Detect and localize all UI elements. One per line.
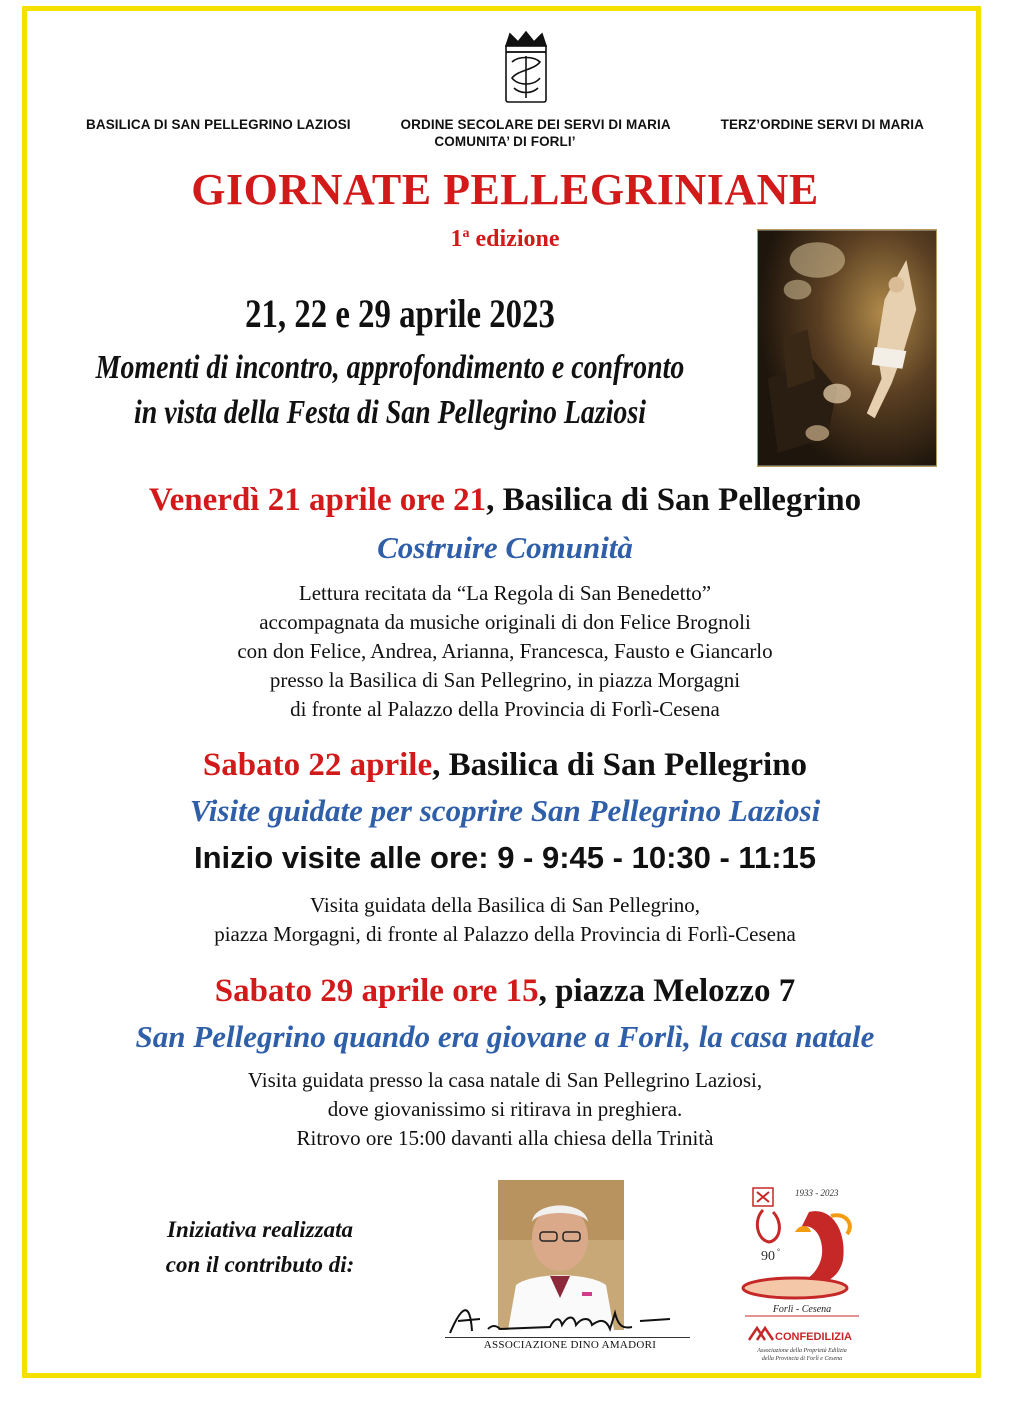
organizations-header	[80, 116, 930, 150]
crest-logo	[498, 28, 554, 108]
logo-ninety: 90	[761, 1249, 775, 1264]
svg-text:°: °	[777, 1247, 781, 1256]
event-3-theme: San Pellegrino quando era giovane a Forlì, la casa natale	[135, 1019, 875, 1054]
org-terz-ordine: TERZ’ORDINE SERVI DI MARIA	[720, 117, 924, 132]
event-1-theme: Costruire Comunità	[377, 530, 633, 565]
logo-caption-1: Associazione della Proprietà Edilizia	[757, 1348, 847, 1354]
logo-city: Forlì - Cesena	[772, 1304, 832, 1315]
subtitle: Momenti di incontro, approfondimento e confronto in vista della Festa di San Pellegrino Laziosi	[95, 349, 685, 431]
event-3-heading: Sabato 29 aprile ore 15, piazza Melozzo 7	[214, 973, 796, 1009]
religious-painting	[757, 229, 937, 467]
logo-caption-2: della Provincia di Forlì e Cesena	[761, 1356, 843, 1362]
confedilizia-90-logo	[735, 1180, 870, 1375]
event-1-description: Lettura recitata da “La Regola di San Benedetto” accompagnata da musiche originali di don Felice Brognoli con don Felice, Andrea, Arianna, Francesca, Fausto e Giancarlo presso la Basilica di San Pellegrino, in piazza Morgagni di fronte al Palazzo della Provincia di Forlì-Cesena	[237, 581, 773, 721]
logo-years: 1933 - 2023	[795, 1188, 839, 1198]
event-dates: 21, 22 e 29 aprile 2023	[245, 291, 555, 336]
signature-line	[445, 1337, 690, 1338]
event-1-heading: Venerdì 21 aprile ore 21, Basilica di San Pellegrino	[148, 482, 862, 518]
edition: 1$^a$ edizione	[450, 226, 560, 252]
association-name: ASSOCIAZIONE DINO AMADORI	[483, 1339, 657, 1351]
event-3-description: Visita guidata presso la casa natale di San Pellegrino Laziosi, dove giovanissimo si ritirava in preghiera. Ritrovo ore 15:00 davanti alla chiesa della Trinità	[247, 1068, 763, 1150]
org-basilica: BASILICA DI SAN PELLEGRINO LAZIOSI	[86, 117, 351, 132]
logo-brand: CONFEDILIZIA	[775, 1331, 852, 1343]
org-comunita: COMUNITA’ DI FORLI’	[434, 134, 576, 149]
org-ordine-secolare: ORDINE SECOLARE DEI SERVI DI MARIA	[400, 117, 671, 132]
event-2-theme: Visite guidate per scoprire San Pellegrino Laziosi	[189, 793, 821, 828]
poster-title: GIORNATE PELLEGRINIANE	[191, 165, 819, 214]
event-2-visit-times: Inizio visite alle ore: 9 - 9:45 - 10:30 - 11:15	[194, 840, 816, 875]
contribution-text: Iniziativa realizzata con il contributo di:	[165, 1217, 355, 1277]
event-2-heading: Sabato 22 aprile, Basilica di San Pellegrino	[202, 747, 808, 783]
event-2-description: Visita guidata della Basilica di San Pellegrino, piazza Morgagni, di fronte al Palazzo della Provincia di Forlì-Cesena	[214, 893, 796, 946]
signature	[440, 1295, 690, 1341]
